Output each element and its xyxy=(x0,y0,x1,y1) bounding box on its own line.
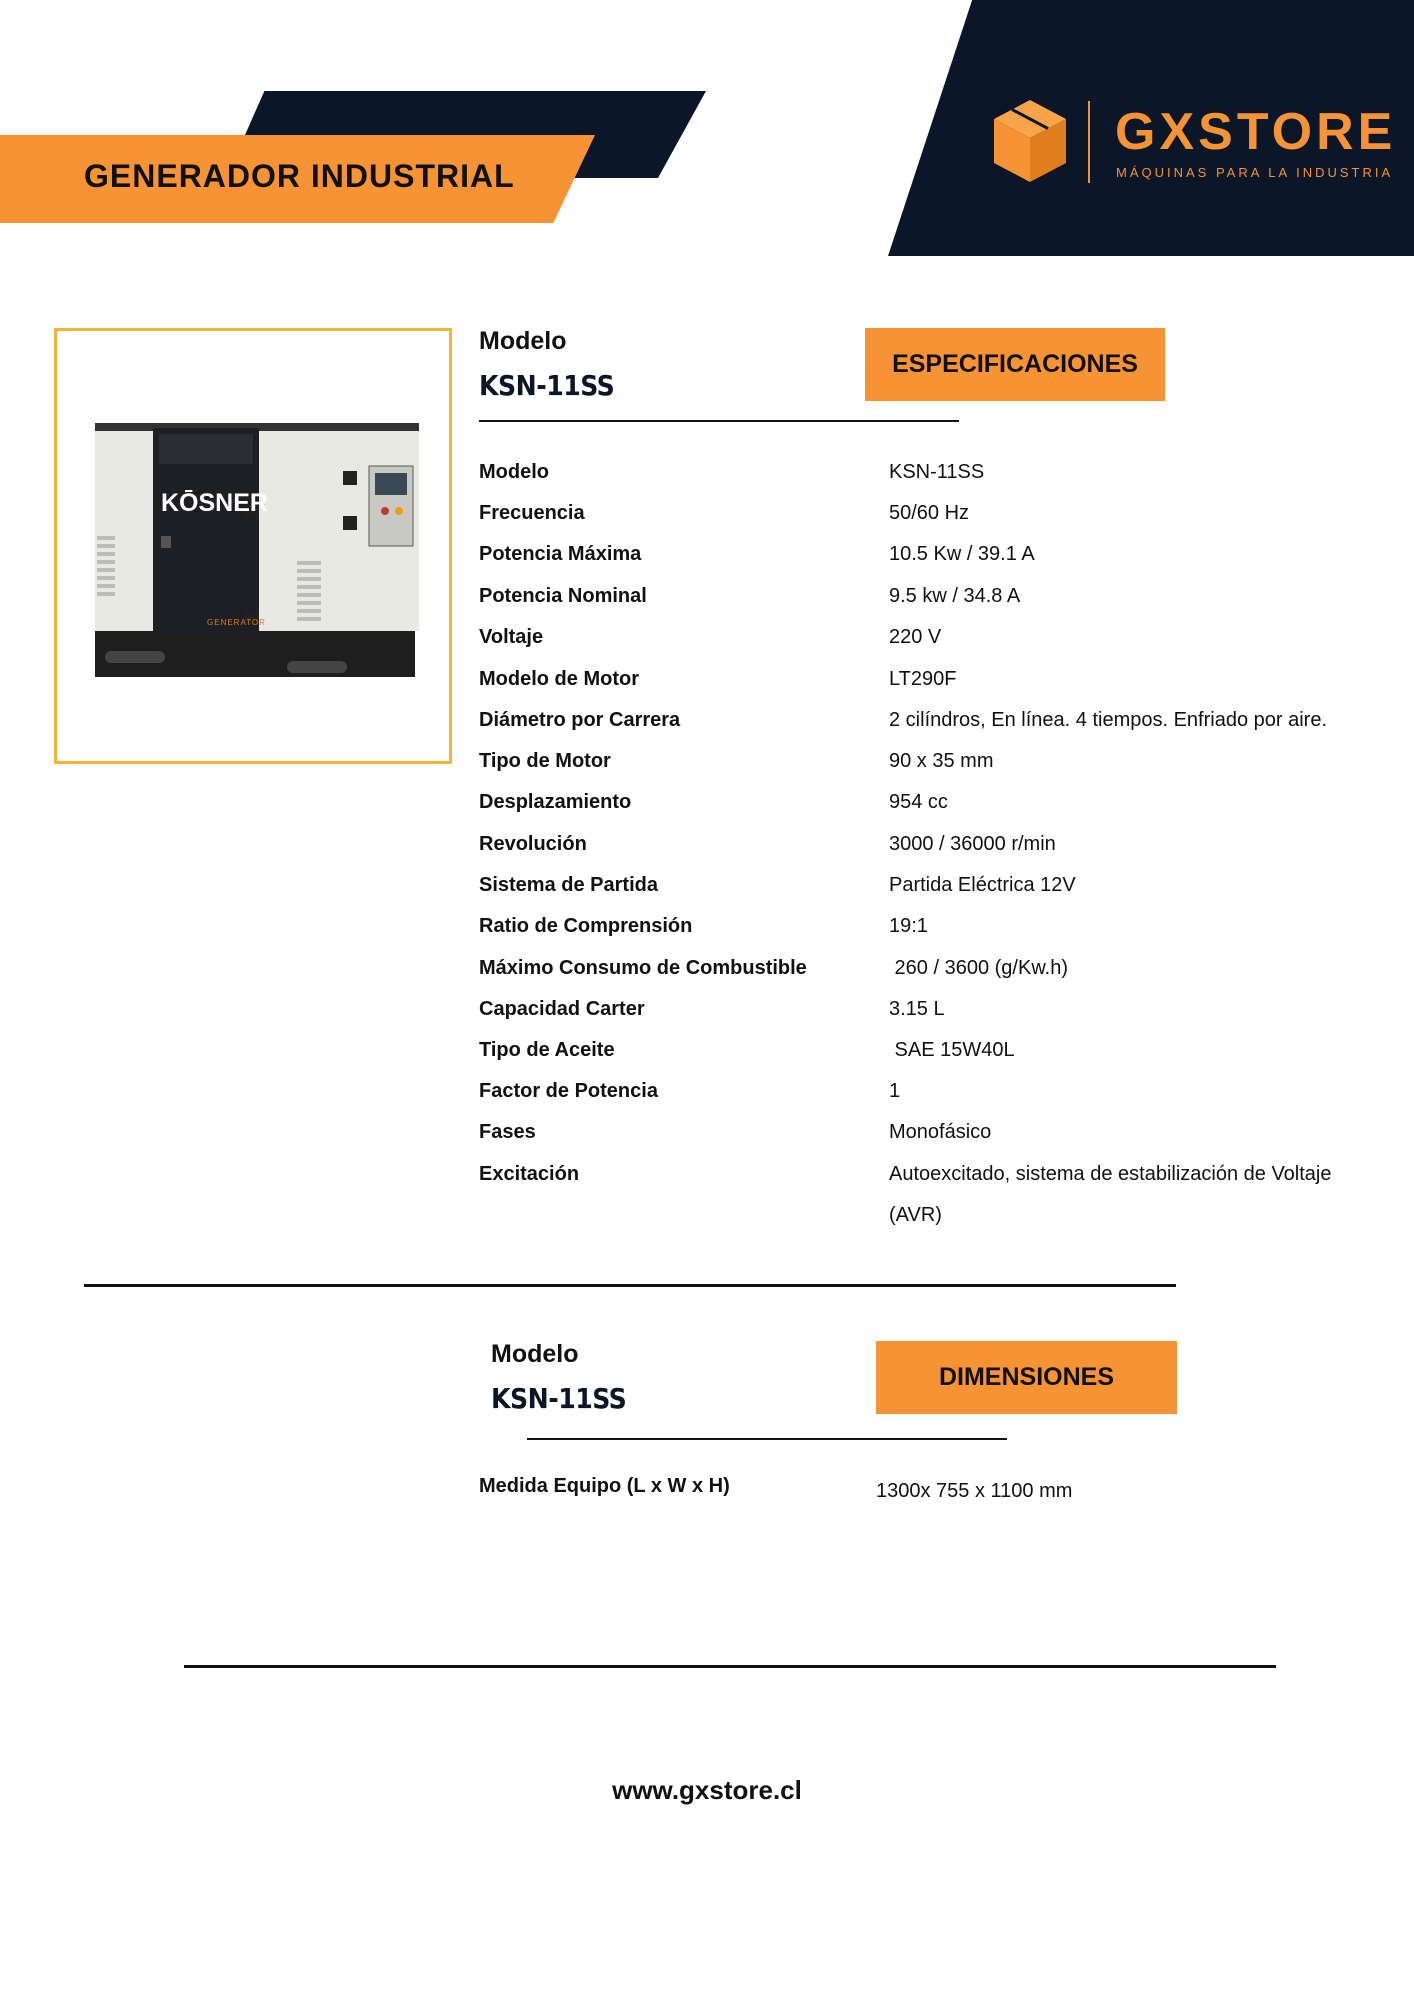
spec-value: LT290F xyxy=(889,668,957,690)
spec-key: Tipo de Motor xyxy=(479,750,611,772)
spec-value: 10.5 Kw / 39.1 A xyxy=(889,543,1035,565)
specs-model-value: KSN-11SS xyxy=(479,369,615,402)
spec-value: KSN-11SS xyxy=(889,461,985,483)
spec-key: Sistema de Partida xyxy=(479,874,658,896)
spec-value: 50/60 Hz xyxy=(889,502,970,524)
dimensions-model-value: KSN-11SS xyxy=(491,1382,627,1415)
generator-caption: GENERATOR xyxy=(207,618,266,627)
spec-value: 260 / 3600 (g/Kw.h) xyxy=(889,957,1069,979)
spec-key: Voltaje xyxy=(479,626,544,648)
specs-model-label: Modelo xyxy=(479,327,567,355)
spec-key: Frecuencia xyxy=(479,502,585,524)
spec-key: Revolución xyxy=(479,833,587,855)
spec-value: 3.15 L xyxy=(889,998,945,1020)
spec-value: Monofásico xyxy=(889,1121,992,1143)
spec-key: Fases xyxy=(479,1121,536,1143)
dimensions-button[interactable]: DIMENSIONES xyxy=(876,1341,1177,1414)
spec-value: 954 cc xyxy=(889,791,948,813)
spec-key: Tipo de Aceite xyxy=(479,1039,615,1061)
spec-value: Partida Eléctrica 12V xyxy=(889,874,1076,896)
logo-tagline: MÁQUINAS PARA LA INDUSTRIA xyxy=(1116,165,1394,180)
generator-brand: KŌSNER xyxy=(161,489,268,517)
spec-value: 9.5 kw / 34.8 A xyxy=(889,585,1021,607)
spec-value-continuation: (AVR) xyxy=(889,1204,942,1226)
spec-value: 3000 / 36000 r/min xyxy=(889,833,1056,855)
spec-value: 220 V xyxy=(889,626,942,648)
product-image-frame xyxy=(54,328,452,764)
specs-divider xyxy=(479,420,959,422)
spec-key: Desplazamiento xyxy=(479,791,632,813)
logo-name[interactable]: GXSTORE xyxy=(1115,103,1397,161)
dimension-key: Medida Equipo (L x W x H) xyxy=(479,1475,730,1497)
spec-key: Potencia Nominal xyxy=(479,585,647,607)
spec-key: Ratio de Comprensión xyxy=(479,915,693,937)
spec-key: Capacidad Carter xyxy=(479,998,645,1020)
spec-value: SAE 15W40L xyxy=(889,1039,1015,1061)
website-link[interactable]: www.gxstore.cl xyxy=(612,1775,802,1805)
footer-divider xyxy=(184,1665,1276,1668)
spec-key: Modelo xyxy=(479,461,549,483)
spec-value: 90 x 35 mm xyxy=(889,750,994,772)
spec-value: 19:1 xyxy=(889,915,928,937)
spec-value: 1 xyxy=(889,1080,901,1102)
spec-key: Diámetro por Carrera xyxy=(479,709,681,731)
dimension-value: 1300x 755 x 1100 mm xyxy=(876,1480,1073,1502)
dimensions-divider xyxy=(527,1438,1007,1440)
spec-value: Autoexcitado, sistema de estabilización de Voltaje xyxy=(889,1163,1332,1185)
spec-key: Modelo de Motor xyxy=(479,668,639,690)
cube-icon xyxy=(992,98,1068,184)
specifications-button[interactable]: ESPECIFICACIONES xyxy=(865,328,1165,401)
spec-key: Potencia Máxima xyxy=(479,543,642,565)
spec-key: Factor de Potencia xyxy=(479,1080,658,1102)
section-divider xyxy=(84,1284,1176,1287)
spec-key: Excitación xyxy=(479,1163,580,1185)
spec-value: 2 cilíndros, En línea. 4 tiempos. Enfriado por aire. xyxy=(889,709,1328,731)
spec-key: Máximo Consumo de Combustible xyxy=(479,957,807,979)
generator-image xyxy=(57,331,449,761)
dimensions-model-label: Modelo xyxy=(491,1340,579,1368)
page-title: GENERADOR INDUSTRIAL xyxy=(84,158,515,194)
logo-divider xyxy=(1088,101,1090,183)
